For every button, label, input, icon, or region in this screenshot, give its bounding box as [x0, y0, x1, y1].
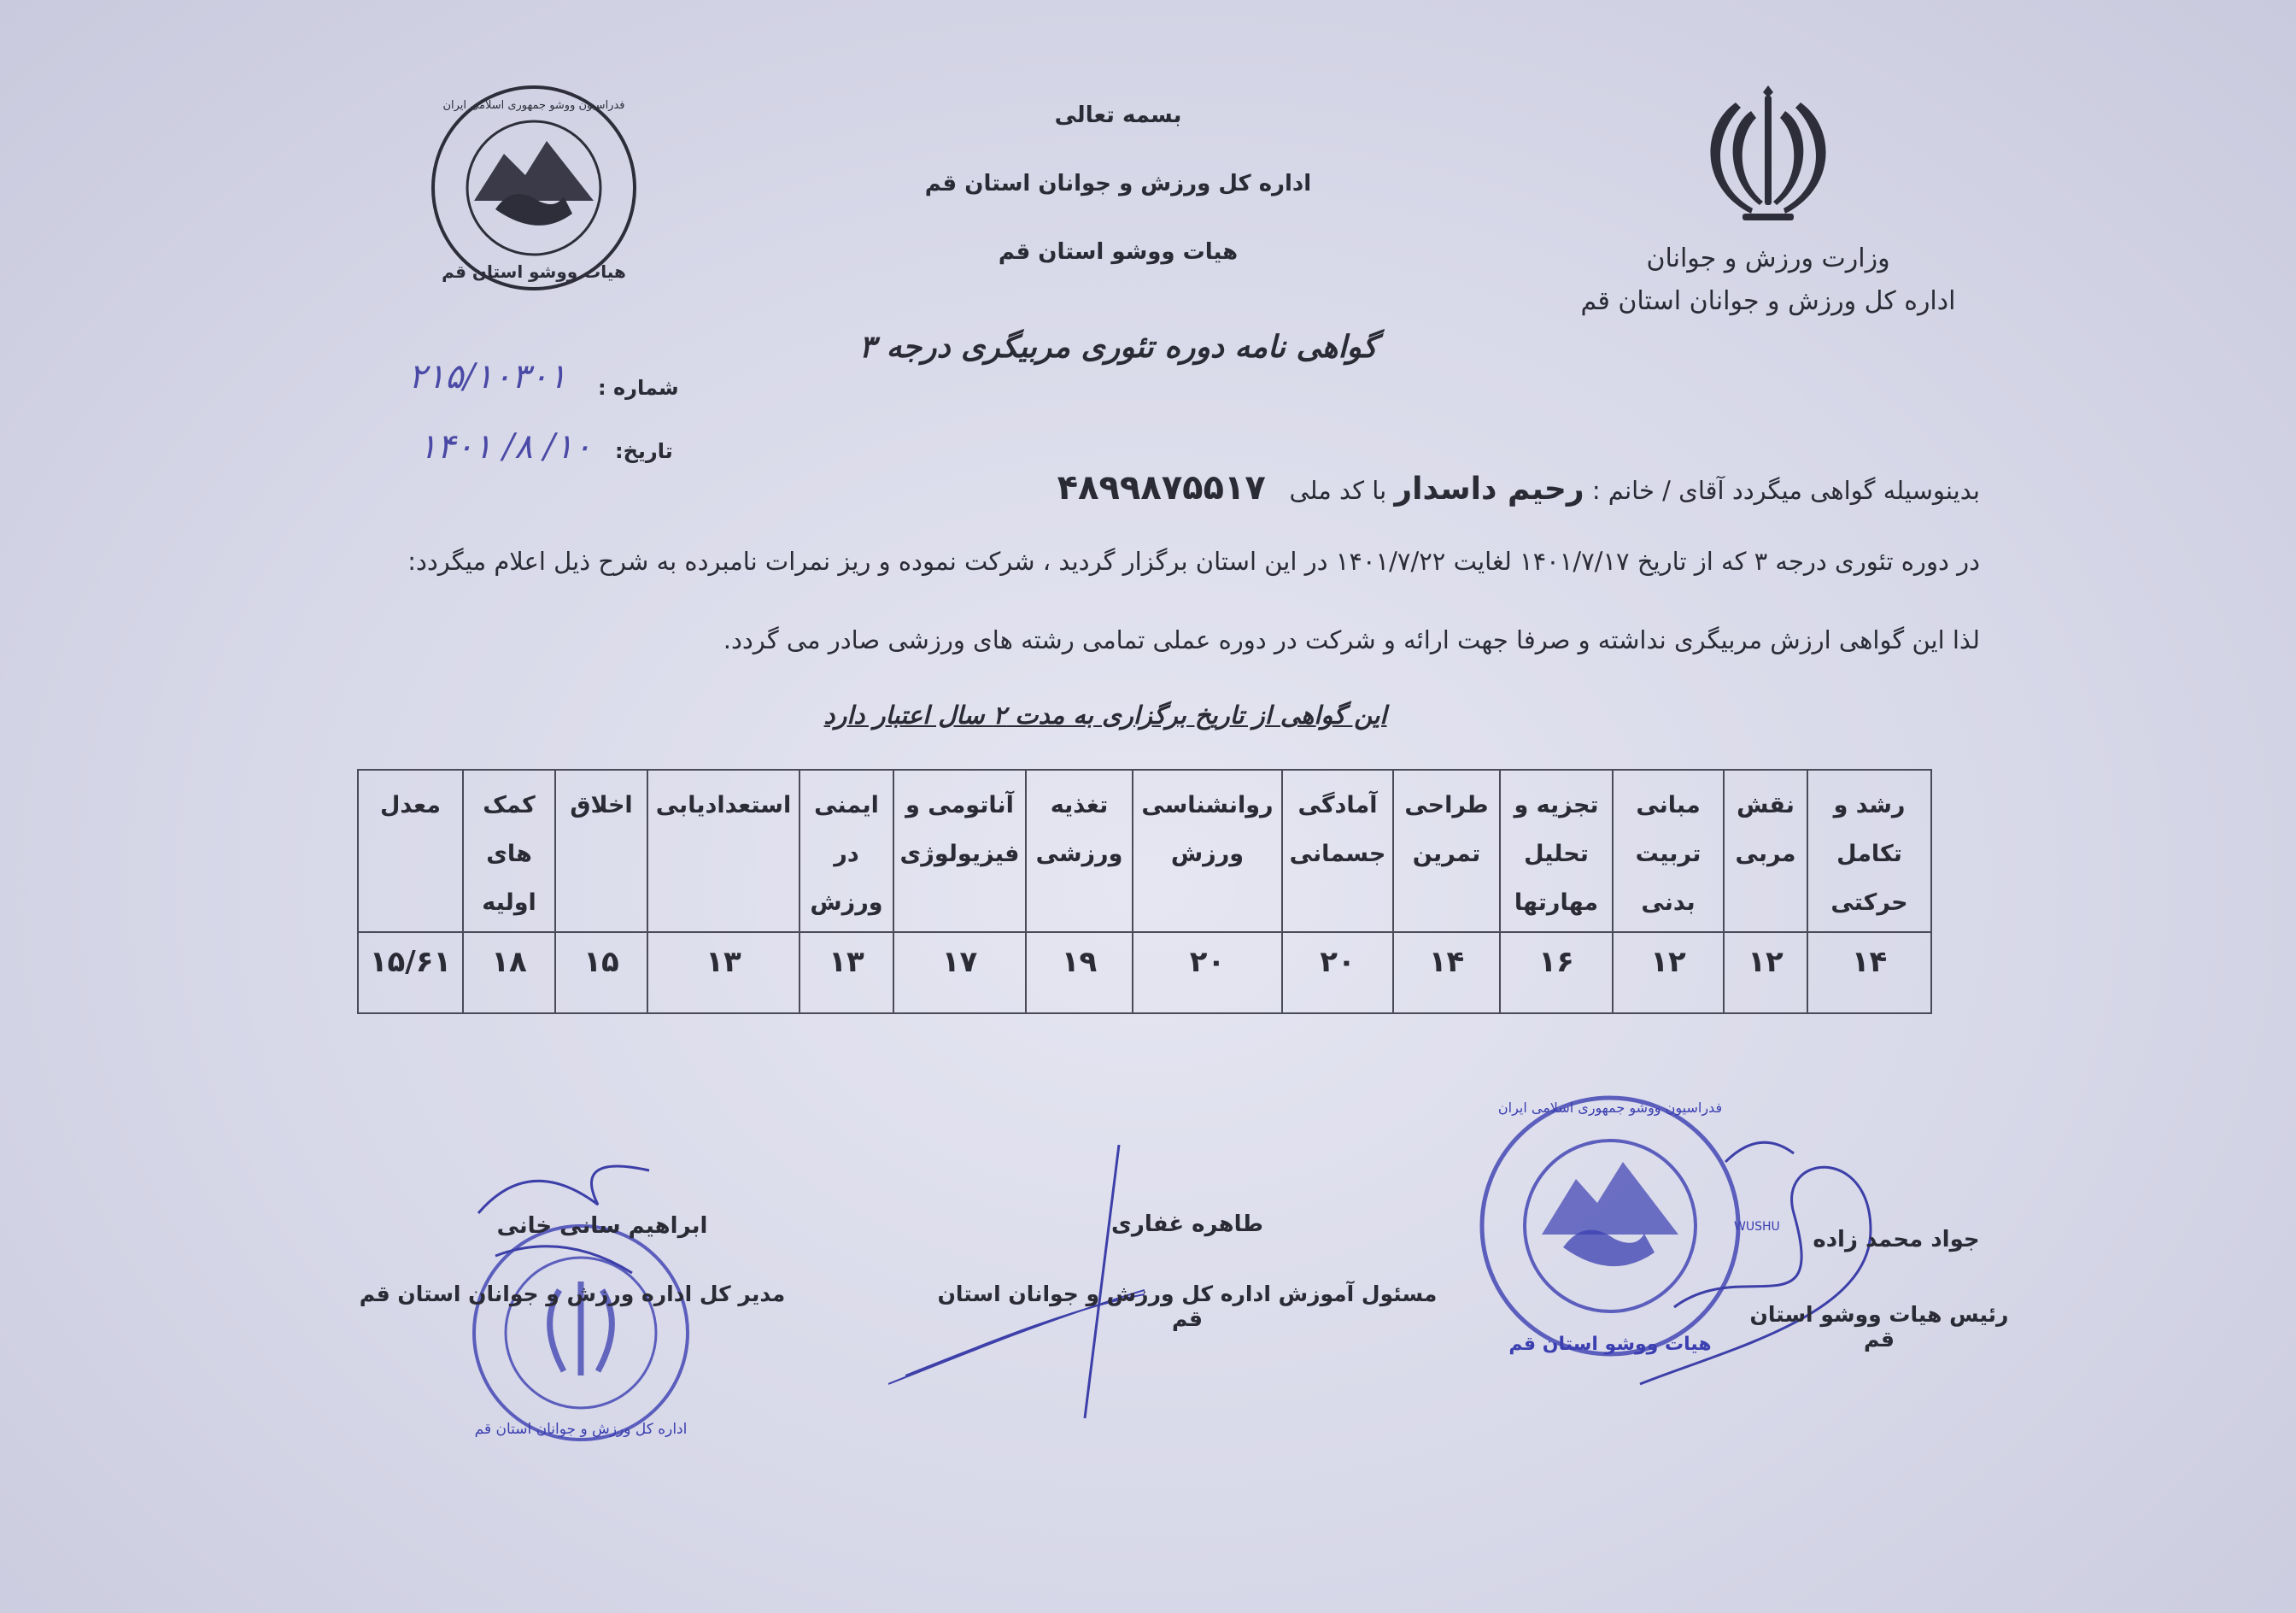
ministry-stamp-icon: [461, 1162, 700, 1452]
ministry-stamp-text: اداره کل ورزش و جوانان استان قم: [474, 1421, 688, 1438]
body-line-2: در دوره تئوری درجه ۳ که از تاریخ ۱۴۰۱/۷/۱۷ لغایت ۱۴۰۱/۷/۲۲ در این استان برگزار گردید ، شرکت نموده و ریز نمرات نامبرده به شرح ذیل اعلام میگردد:: [407, 547, 1980, 576]
grade-value: ۱۴: [1393, 932, 1500, 1013]
basmala: بسمه تعالی: [1054, 103, 1182, 128]
date-value: ۱۴۰۱ /۸ /۱۰: [419, 427, 592, 466]
grade-value: ۱۲: [1724, 932, 1807, 1013]
iran-emblem-icon: [1700, 77, 1836, 231]
grade-value: ۲۰: [1133, 932, 1282, 1013]
recipient-name: رحیم داسدار: [1394, 472, 1584, 507]
ministry-line-1: وزارت ورزش و جوانان: [1646, 243, 1890, 273]
stamp-bottom-wushu: WUSHU: [1734, 1220, 1780, 1234]
signer-right-role: رئیس هیات ووشو استان قم: [1749, 1302, 2009, 1352]
body-line-1: [272, 468, 1980, 507]
wushu-stamp-top-icon: [427, 81, 641, 295]
number-value: ۲۱۵/۱۰۳۰۱: [408, 357, 567, 396]
grade-value: ۱۲: [1613, 932, 1724, 1013]
grade-header: آمادگی جسمانی: [1282, 770, 1393, 932]
signer-right-name: جواد محمد زاده: [1813, 1227, 1980, 1252]
grade-header: اخلاق: [555, 770, 647, 932]
grade-value: ۱۳: [800, 932, 893, 1013]
grade-value: ۱۹: [1026, 932, 1133, 1013]
grade-value: ۱۶: [1500, 932, 1613, 1013]
grade-value: ۲۰: [1282, 932, 1393, 1013]
grade-header: ایمنی در ورزش: [800, 770, 893, 932]
header-line-1: اداره کل ورزش و جوانان استان قم: [924, 171, 1312, 196]
grade-header: استعدادیابی: [647, 770, 800, 932]
date-label: تاریخ:: [615, 439, 673, 463]
grade-header: کمک های اولیه: [463, 770, 555, 932]
stamp-bottom-text: هیات ووشو استان قم: [1508, 1334, 1712, 1355]
grade-average: ۱۵/۶۱: [358, 932, 463, 1013]
grade-header: تجزیه و تحلیل مهارتها: [1500, 770, 1613, 932]
grade-header: مبانی تربیت بدنی: [1613, 770, 1724, 932]
body-line-1-mid: با کد ملی: [1289, 476, 1387, 505]
grade-value: ۱۳: [647, 932, 800, 1013]
grade-value: ۱۸: [463, 932, 555, 1013]
grade-header: نقش مربی: [1724, 770, 1807, 932]
grade-header: تغذیه ورزشی: [1026, 770, 1133, 932]
number-label: شماره :: [598, 376, 679, 400]
grade-value: ۱۴: [1807, 932, 1931, 1013]
signer-left-role: مدیر کل اداره ورزش و جوانان استان قم: [359, 1282, 786, 1306]
header-line-2: هیات ووشو استان قم: [998, 239, 1239, 265]
grade-value: ۱۵: [555, 932, 647, 1013]
grades-table: [357, 769, 1932, 1014]
stamp-top-text: هیات ووشو استان قم: [442, 261, 626, 282]
grade-header: معدل: [358, 770, 463, 932]
signer-left-name: ابراهیم سانی خانی: [496, 1213, 708, 1239]
certificate-title: گواهی نامه دوره تئوری مربیگری درجه ۳: [858, 329, 1378, 365]
body-line-3: لذا این گواهی ارزش مربیگری نداشته و صرفا جهت ارائه و شرکت در دوره عملی تمامی رشته های ورزشی صادر می گردد.: [723, 625, 1980, 654]
grade-header: رشد و تکامل حرکتی: [1807, 770, 1931, 932]
grade-header: طراحی تمرین: [1393, 770, 1500, 932]
grade-value: ۱۷: [893, 932, 1026, 1013]
ministry-line-2: اداره کل ورزش و جوانان استان قم: [1580, 286, 1956, 316]
grade-header: روانشناسی ورزش: [1133, 770, 1282, 932]
national-id: ۴۸۹۹۸۷۵۵۱۷: [1057, 468, 1266, 507]
grade-header: آناتومی و فیزیولوژی: [893, 770, 1026, 932]
validity-note: این گواهی از تاریخ برگزاری به مدت ۲ سال اعتبار دارد: [823, 701, 1387, 730]
grades-value-row: [358, 932, 1931, 1013]
stamp-bottom-ring-text: فدراسیون ووشو جمهوری اسلامی ایران: [1497, 1100, 1723, 1116]
body-line-1-prefix: بدینوسیله گواهی میگردد آقای / خانم :: [1591, 476, 1980, 505]
grades-header-row: [358, 770, 1931, 932]
signer-center-name: طاهره غفاری: [1111, 1211, 1263, 1237]
stamp-top-ring-text: فدراسیون ووشو جمهوری اسلامی ایران: [442, 99, 625, 112]
signer-center-role: مسئول آموزش اداره کل ورزش و جوانان استان قم: [937, 1282, 1438, 1331]
